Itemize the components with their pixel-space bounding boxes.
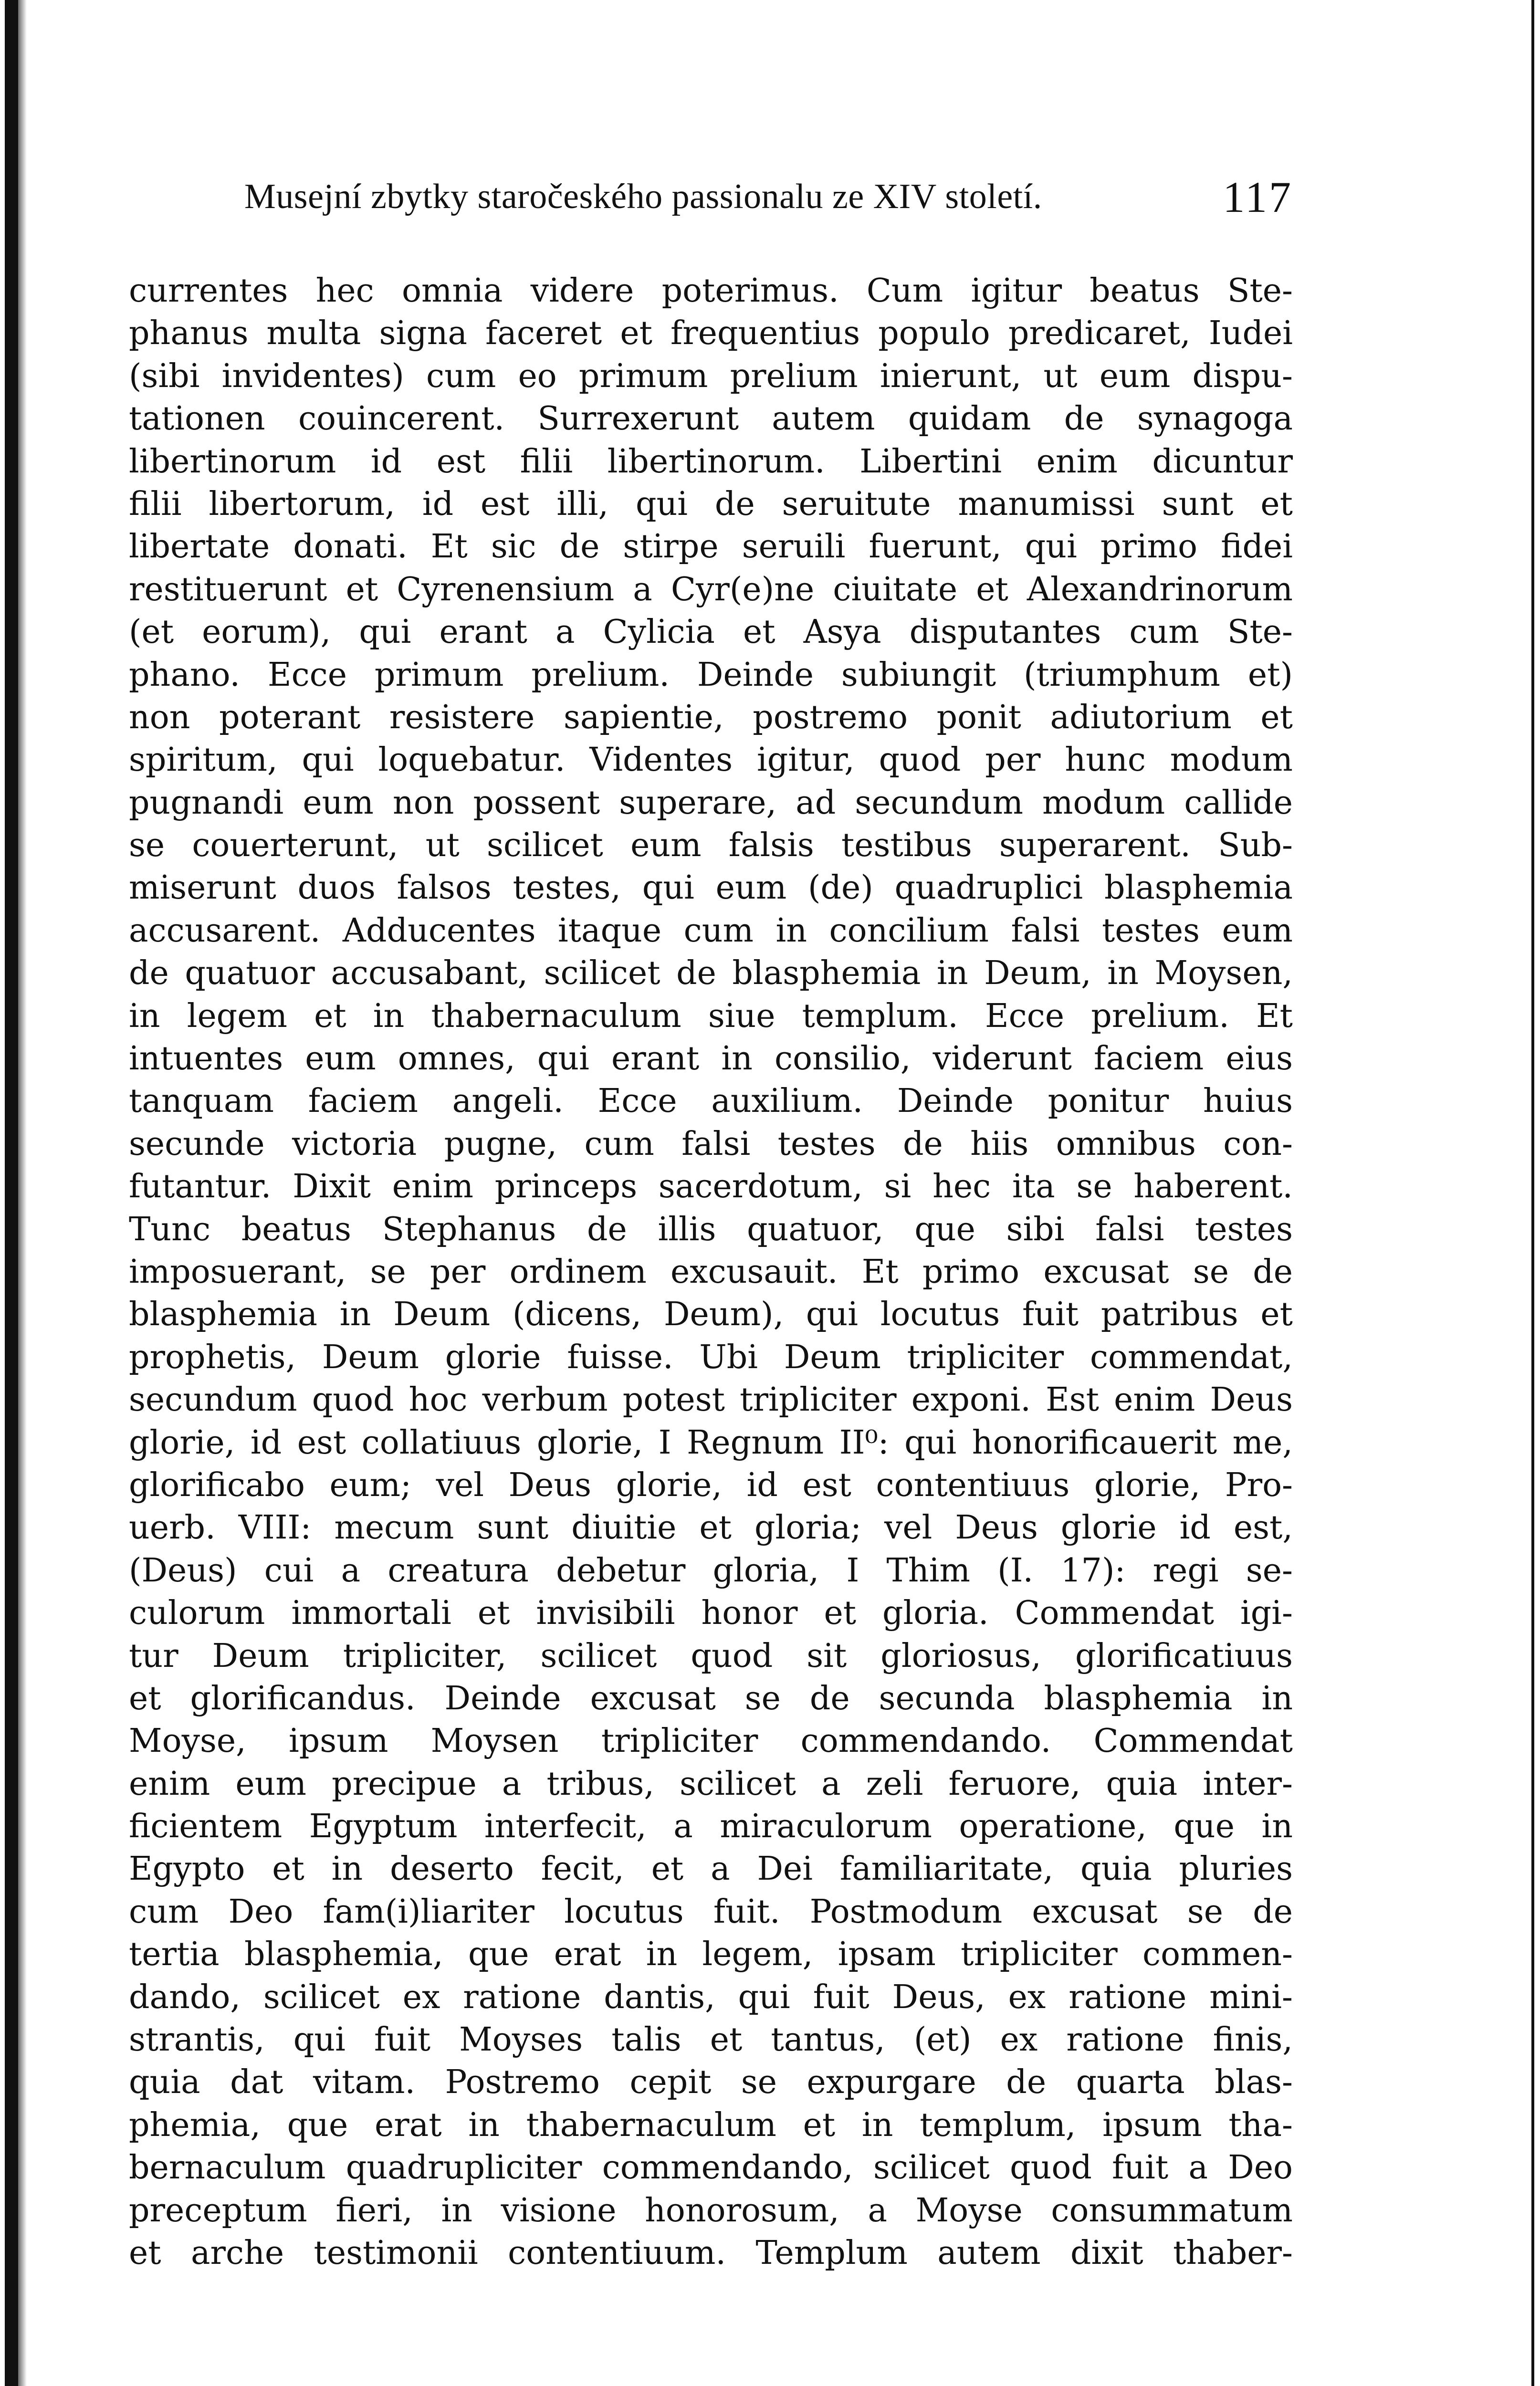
text-line: secundum quod hoc verbum potest tripliciter exponi. Est enim Deus: [129, 1381, 1293, 1419]
text-line: (sibi invidentes) cum eo primum prelium inierunt, ut eum dispu-: [129, 357, 1293, 395]
text-line: tertia blasphemia, que erat in legem, ipsam tripliciter commen-: [129, 1936, 1293, 1974]
text-line: tur Deum tripliciter, scilicet quod sit gloriosus, glorificatiuus: [129, 1637, 1293, 1675]
text-line: futantur. Dixit enim princeps sacerdotum, si hec ita se haberent.: [129, 1168, 1293, 1206]
text-line: tationen couincerent. Surrexerunt autem quidam de synagoga: [129, 400, 1293, 438]
text-line: (et eorum), qui erant a Cylicia et Asya disputantes cum Ste-: [129, 613, 1293, 651]
text-line: libertinorum id est filii libertinorum. Libertini enim dicuntur: [129, 442, 1293, 481]
text-line: strantis, qui fuit Moyses talis et tantus, (et) ex ratione finis,: [129, 2021, 1293, 2059]
text-line: intuentes eum omnes, qui erant in consilio, viderunt faciem eius: [129, 1040, 1293, 1078]
text-line: ficientem Egyptum interfecit, a miraculorum operatione, que in: [129, 1808, 1293, 1846]
text-line: restituerunt et Cyrenensium a Cyr(e)ne ciuitate et Alexandrinorum: [129, 570, 1293, 608]
text-line: currentes hec omnia videre poterimus. Cum igitur beatus Ste-: [129, 272, 1293, 310]
body-text: [129, 270, 1293, 2274]
text-line: culorum immortali et invisibili honor et gloria. Commendat igi-: [129, 1594, 1293, 1633]
text-line: phanus multa signa faceret et frequentius populo predicaret, Iudei: [129, 314, 1293, 353]
text-line: libertate donati. Et sic de stirpe seruili fuerunt, qui primo fidei: [129, 528, 1293, 566]
text-line: bernaculum quadrupliciter commendando, scilicet quod fuit a Deo: [129, 2149, 1293, 2187]
text-line: non poterant resistere sapientie, postremo ponit adiutorium et: [129, 698, 1293, 736]
running-title: Musejní zbytky staročeského passionalu ze XIV století.: [244, 177, 1042, 216]
text-line: dando, scilicet ex ratione dantis, qui fuit Deus, ex ratione mini-: [129, 1978, 1293, 2016]
text-line: glorie, id est collatiuus glorie, I Regnum II⁰: qui honorificauerit me,: [129, 1423, 1293, 1462]
text-line: et glorificandus. Deinde excusat se de secunda blasphemia in: [129, 1679, 1293, 1717]
text-line: accusarent. Adducentes itaque cum in concilium falsi testes eum: [129, 911, 1293, 950]
text-line: (Deus) cui a creatura debetur gloria, I Thim (I. 17): regi se-: [129, 1551, 1293, 1590]
text-line: prophetis, Deum glorie fuisse. Ubi Deum tripliciter commendat,: [129, 1338, 1293, 1376]
text-line: Egypto et in deserto fecit, et a Dei familiaritate, quia pluries: [129, 1850, 1293, 1888]
page-spine-shadow: [18, 0, 27, 2386]
text-line: de quatuor accusabant, scilicet de blasphemia in Deum, in Moysen,: [129, 954, 1293, 993]
text-line: quia dat vitam. Postremo cepit se expurgare de quarta blas-: [129, 2063, 1293, 2102]
text-line: tanquam faciem angeli. Ecce auxilium. Deinde ponitur huius: [129, 1082, 1293, 1120]
text-line: preceptum fieri, in visione honorosum, a Moyse consummatum: [129, 2191, 1293, 2229]
text-line: miserunt duos falsos testes, qui eum (de) quadruplici blasphemia: [129, 869, 1293, 907]
text-line: Tunc beatus Stephanus de illis quatuor, que sibi falsi testes: [129, 1210, 1293, 1248]
text-line: enim eum precipue a tribus, scilicet a zeli feruore, quia inter-: [129, 1765, 1293, 1803]
text-line: phemia, que erat in thabernaculum et in templum, ipsum tha-: [129, 2106, 1293, 2144]
text-line: in legem et in thabernaculum siue templum. Ecce prelium. Et: [129, 997, 1293, 1035]
text-line: et arche testimonii contentiuum. Templum autem dixit thaber-: [129, 2234, 1293, 2272]
text-line: secunde victoria pugne, cum falsi testes de hiis omnibus con-: [129, 1125, 1293, 1163]
text-line: pugnandi eum non possent superare, ad secundum modum callide: [129, 784, 1293, 822]
text-line: uerb. VIII: mecum sunt diuitie et gloria; vel Deus glorie id est,: [129, 1509, 1293, 1547]
text-line: blasphemia in Deum (dicens, Deum), qui locutus fuit patribus et: [129, 1296, 1293, 1334]
text-line: spiritum, qui loquebatur. Videntes igitur, quod per hunc modum: [129, 741, 1293, 779]
text-line: cum Deo fam(i)liariter locutus fuit. Postmodum excusat se de: [129, 1893, 1293, 1931]
text-line: se couerterunt, ut scilicet eum falsis testibus superarent. Sub-: [129, 827, 1293, 865]
page-number: 117: [1223, 173, 1293, 221]
text-line: Moyse, ipsum Moysen tripliciter commendando. Commendat: [129, 1722, 1293, 1760]
running-head: [244, 172, 1293, 229]
text-line: glorificabo eum; vel Deus glorie, id est contentiuus glorie, Pro-: [129, 1466, 1293, 1504]
text-line: imposuerant, se per ordinem excusauit. Et primo excusat se de: [129, 1253, 1293, 1291]
text-line: phano. Ecce primum prelium. Deinde subiungit (triumphum et): [129, 656, 1293, 694]
text-line: filii libertorum, id est illi, qui de seruitute manumissi sunt et: [129, 485, 1293, 523]
